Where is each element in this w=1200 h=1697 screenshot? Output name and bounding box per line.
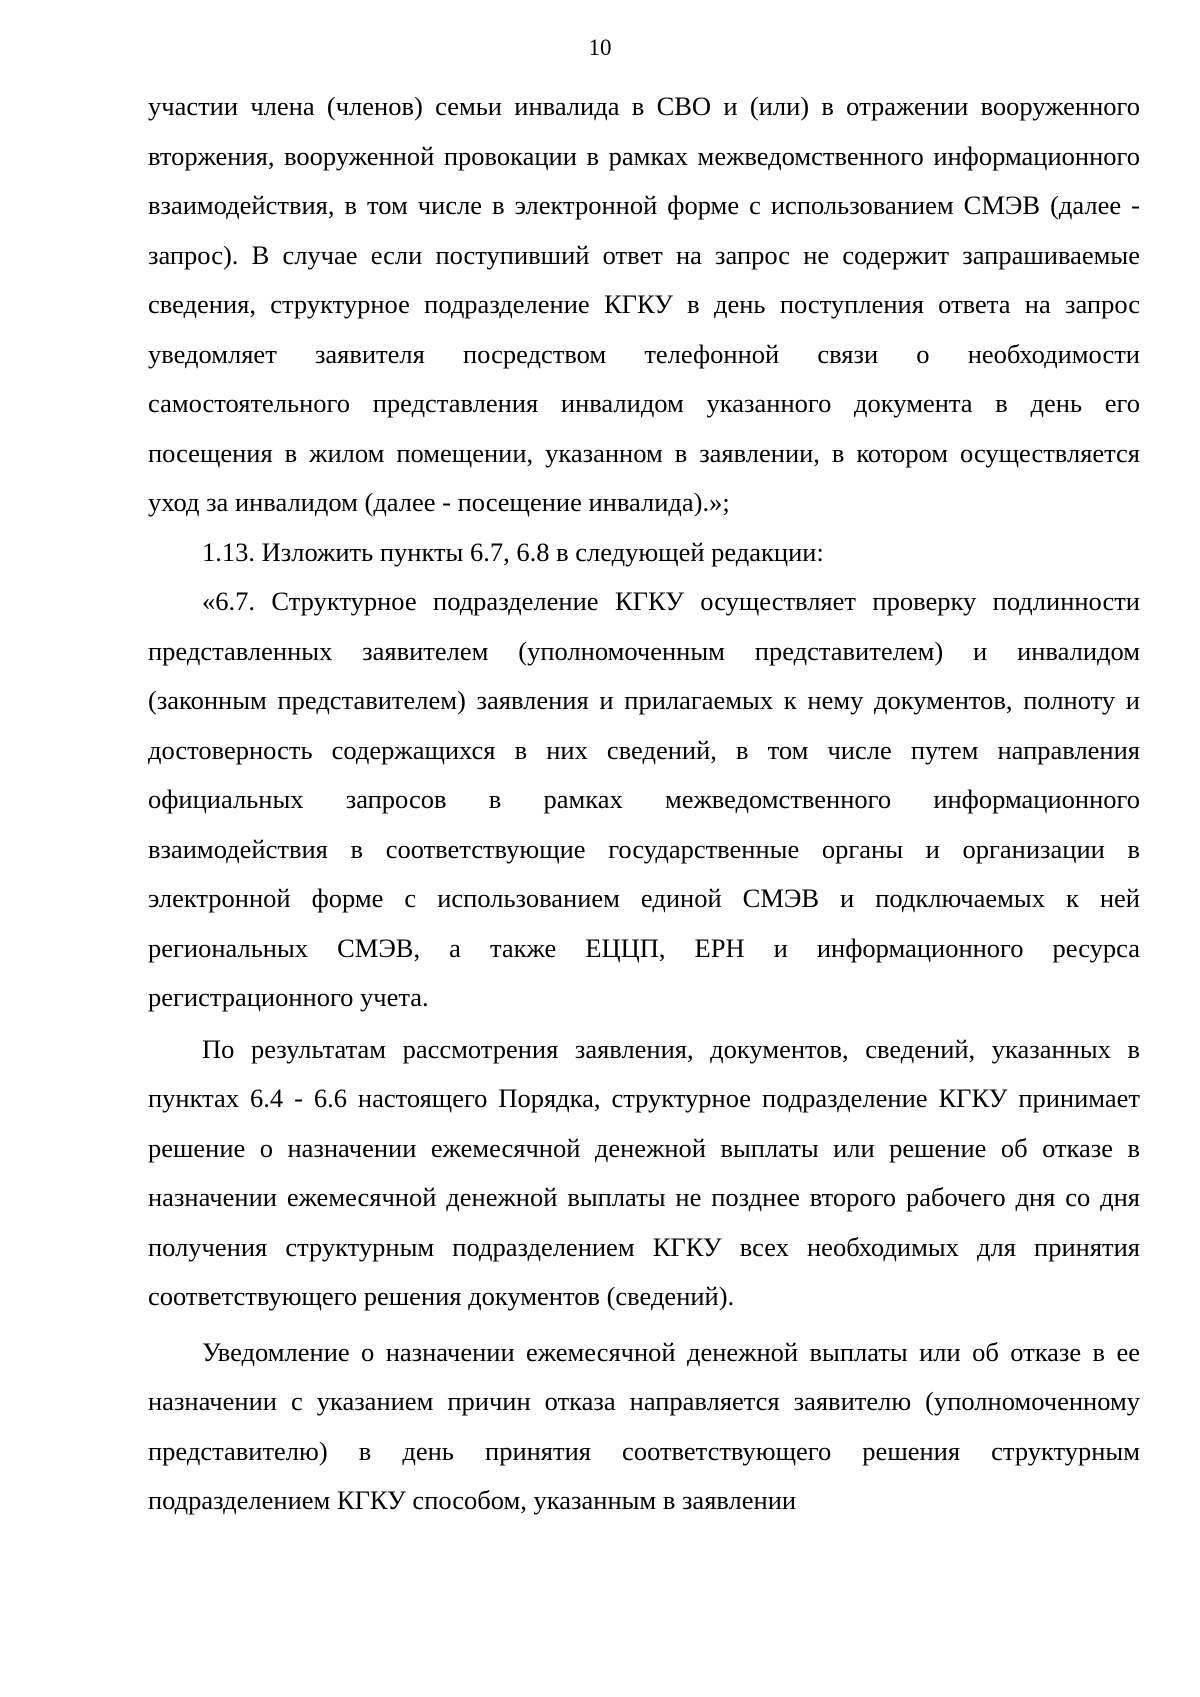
paragraph-notification: Уведомление о назначении ежемесячной денежной выплаты или об отказе в ее назначении с указанием причин отказа направляется заявителю (уполномоченному представителю) в день принятия соответствующего решения структурным подразделением КГКУ способом, указанным в заявлении [148, 1336, 1140, 1515]
page-number: 10 [588, 35, 612, 60]
document-body [148, 82, 1140, 1526]
paragraph-item-6-7: «6.7. Структурное подразделение КГКУ осуществляет проверку подлинности представленных заявителем (уполномоченным представителем) и инвалидом (законным представителем) заявления и прилагаемых к нему документов, полноту и достоверность содержащихся в них сведений, в том числе путем направления официальных запросов в рамках межведомственного информационного взаимодействия в соответствующие государственные органы и организации в электронной форме с использованием единой СМЭВ и подключаемых к ней региональных СМЭВ, а также ЕЦЦП, ЕРН и информационного ресурса регистрационного учета. [148, 586, 1140, 1012]
paragraph-review-results: По результатам рассмотрения заявления, документов, сведений, указанных в пунктах 6.4 - 6.6 настоящего Порядка, структурное подразделение КГКУ принимает решение о назначении ежемесячной денежной выплаты или решение об отказе в назначении ежемесячной денежной выплаты не позднее второго рабочего дня со дня получения структурным подразделением КГКУ всех необходимых для принятия соответствующего решения документов (сведений). [148, 1033, 1140, 1311]
paragraph-continuation: участии члена (членов) семьи инвалида в СВО и (или) в отражении вооруженного вторжения, вооруженной провокации в рамках межведомственного информационного взаимодействия, в том числе в электронной форме с использованием СМЭВ (далее - запрос). В случае если поступивший ответ на запрос не содержит запрашиваемые сведения, структурное подразделение КГКУ в день поступления ответа на запрос уведомляет заявителя посредством телефонной связи о необходимости самостоятельного представления инвалидом указанного документа в день его посещения в жилом помещении, указанном в заявлении, в котором осуществляется уход за инвалидом (далее - посещение инвалида).»; [148, 91, 1140, 517]
paragraph-item-1-13: 1.13. Изложить пункты 6.7, 6.8 в следующей редакции: [202, 536, 824, 567]
